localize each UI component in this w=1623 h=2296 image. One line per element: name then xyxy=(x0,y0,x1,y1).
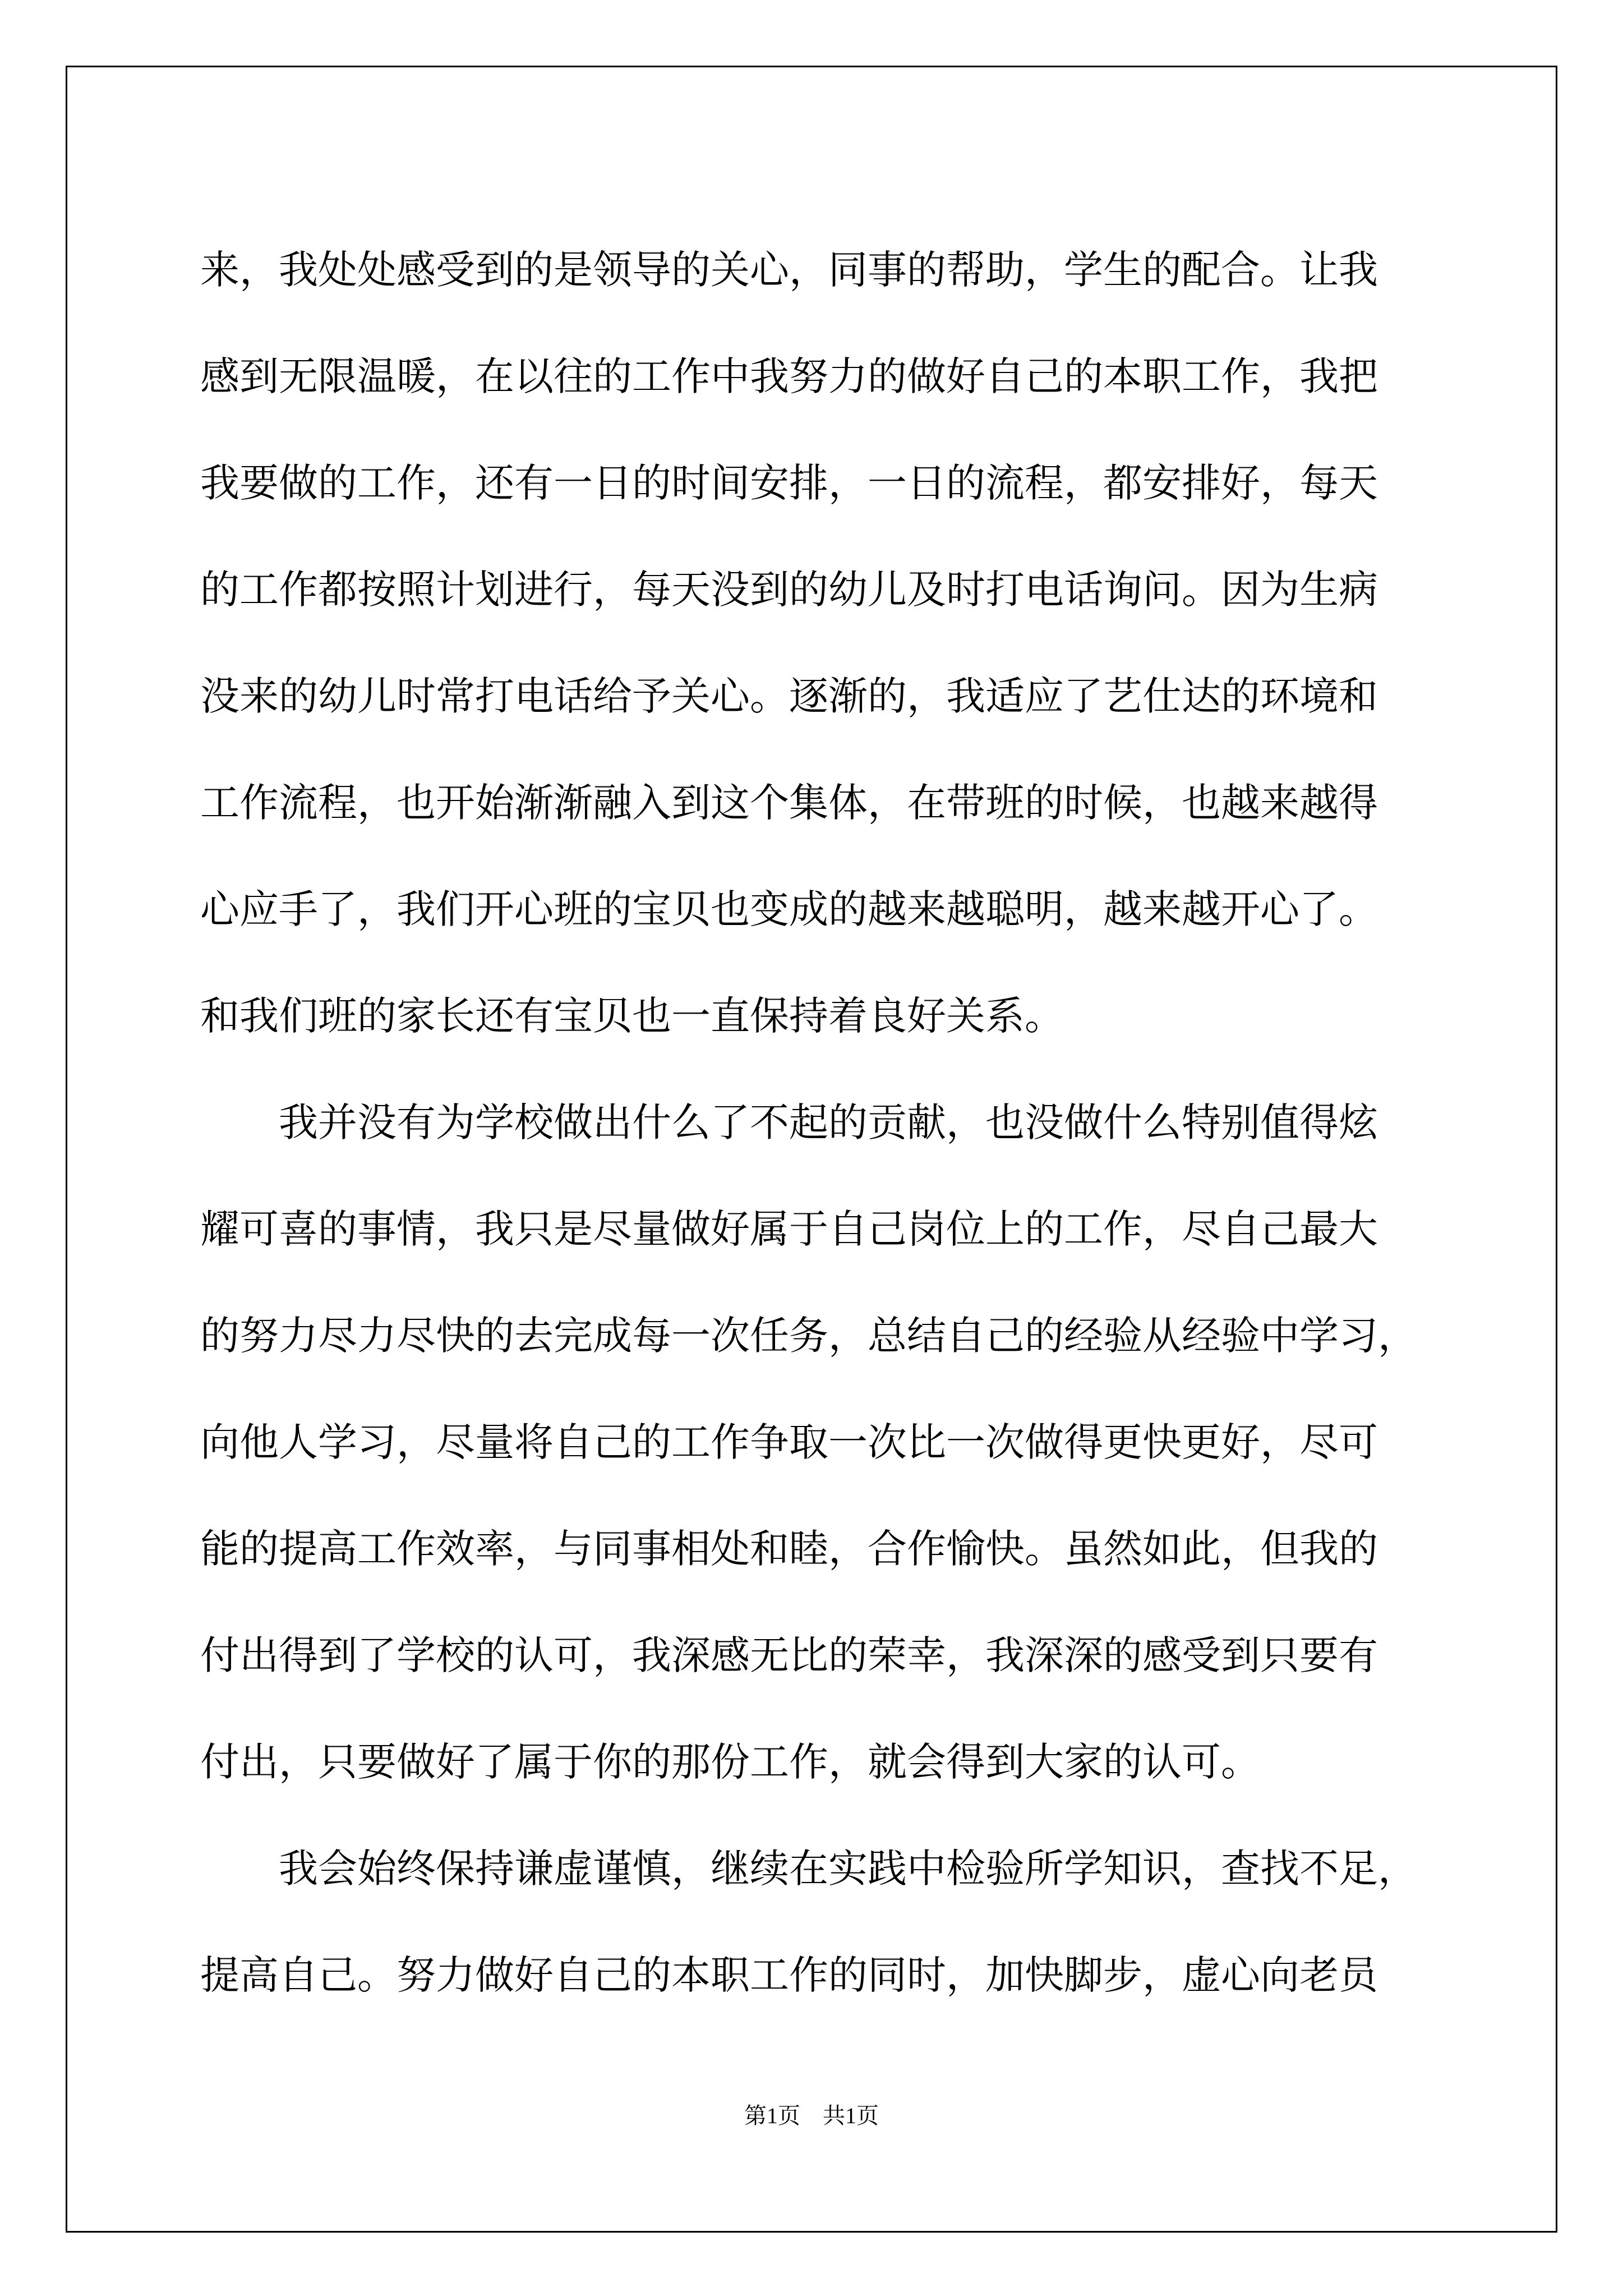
text-line: 付出，只要做好了属于你的那份工作，就会得到大家的认可。 xyxy=(200,1739,1260,1785)
text-line: 耀可喜的事情，我只是尽量做好属于自己岗位上的工作，尽自己最大 xyxy=(200,1206,1378,1252)
text-line: 提高自己。努力做好自己的本职工作的同时，加快脚步，虚心向老员 xyxy=(200,1952,1378,1998)
text-line: 工作流程，也开始渐渐融入到这个集体，在带班的时候，也越来越得 xyxy=(200,780,1378,826)
text-line: 和我们班的家长还有宝贝也一直保持着良好关系。 xyxy=(200,993,1064,1039)
text-line: 能的提高工作效率，与同事相处和睦，合作愉快。虽然如此，但我的 xyxy=(200,1526,1378,1572)
document-body xyxy=(200,217,1434,2028)
text-line: 心应手了，我们开心班的宝贝也变成的越来越聪明，越来越开心了。 xyxy=(200,886,1378,932)
page-footer xyxy=(0,2098,1623,2130)
text-line: 的努力尽力尽快的去完成每一次任务，总结自己的经验从经验中学习， xyxy=(200,1313,1417,1359)
text-line: 向他人学习，尽量将自己的工作争取一次比一次做得更快更好，尽可 xyxy=(200,1419,1378,1465)
text-line: 来，我处处感受到的是领导的关心，同事的帮助，学生的配合。让我 xyxy=(200,247,1378,293)
text-line: 我会始终保持谦虚谨慎，继续在实践中检验所学知识，查找不足， xyxy=(279,1846,1417,1892)
text-line: 我并没有为学校做出什么了不起的贡献，也没做什么特别值得炫 xyxy=(279,1099,1378,1145)
text-line: 的工作都按照计划进行，每天没到的幼儿及时打电话询问。因为生病 xyxy=(200,567,1378,613)
text-line: 感到无限温暖，在以往的工作中我努力的做好自己的本职工作，我把 xyxy=(200,353,1378,399)
text-line: 付出得到了学校的认可，我深感无比的荣幸，我深深的感受到只要有 xyxy=(200,1632,1378,1678)
page-number: 第1页 xyxy=(744,2103,800,2128)
text-line: 我要做的工作，还有一日的时间安排，一日的流程，都安排好，每天 xyxy=(200,460,1378,506)
total-pages: 共1页 xyxy=(823,2103,879,2128)
text-line: 没来的幼儿时常打电话给予关心。逐渐的，我适应了艺仕达的环境和 xyxy=(200,673,1378,719)
